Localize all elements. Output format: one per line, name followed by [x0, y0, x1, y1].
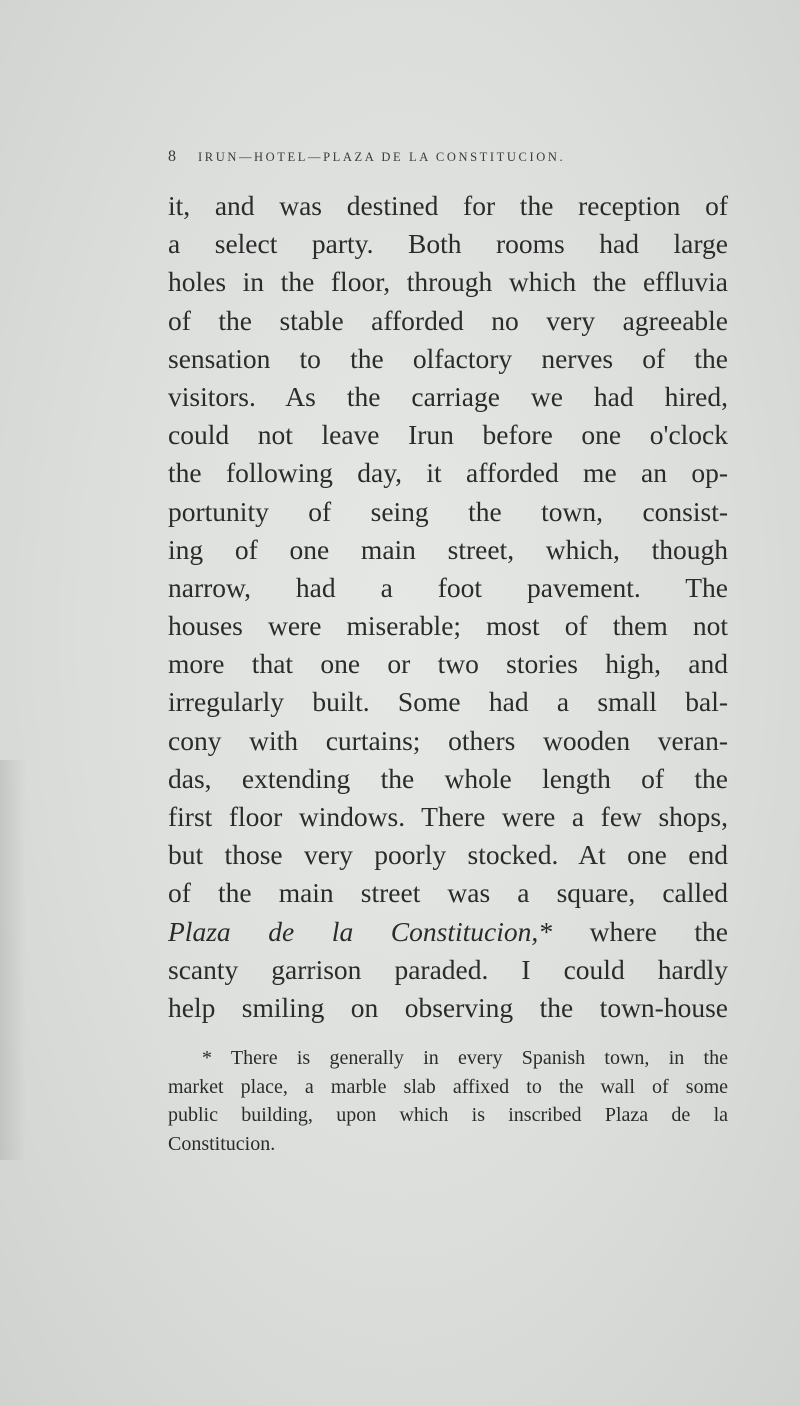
body-line: of the stable afforded no very agreeable [168, 304, 728, 336]
body-line-italic [168, 913, 728, 951]
italic-line-rest: where the [552, 915, 728, 947]
body-line: but those very poorly stocked. At one end [168, 839, 728, 871]
footnote-line: * There is generally in every Spanish town, in the [202, 1047, 728, 1069]
body-line: narrow, had a foot pavement. The [168, 571, 728, 603]
italic-phrase: Plaza de la Constitucion,* [168, 915, 552, 947]
page-edge-shadow [0, 760, 26, 1160]
body-line: could not leave Irun before one o'clock [168, 419, 728, 451]
page-number: 8 [168, 148, 179, 165]
body-line: help smiling on observing the town-house [168, 991, 728, 1023]
body-line: of the main street was a square, called [168, 877, 728, 909]
body-line: irregularly built. Some had a small bal- [168, 686, 728, 718]
body-line: a select party. Both rooms had large [168, 228, 728, 260]
footnote-line: Constitucion. [168, 1132, 276, 1155]
body-line: das, extending the whole length of the [168, 762, 728, 794]
body-line: more that one or two stories high, and [168, 648, 728, 680]
body-line: scanty garrison paraded. I could hardly [168, 953, 728, 985]
body-line: first floor windows. There were a few shops, [168, 801, 728, 832]
body-line: visitors. As the carriage we had hired, [168, 380, 728, 412]
body-line: portunity of seing the town, consist- [168, 495, 728, 527]
body-line: houses were miserable; most of them not [168, 610, 728, 642]
body-line: sensation to the olfactory nerves of the [168, 342, 728, 374]
body-line: cony with curtains; others wooden veran- [168, 724, 728, 756]
body-line: the following day, it afforded me an op- [168, 457, 728, 489]
footnote-line: public building, upon which is inscribed Plaza de la [168, 1104, 728, 1126]
footnote-line: market place, a marble slab affixed to the wall of some [168, 1075, 728, 1098]
body-line: holes in the floor, through which the effluvia [168, 266, 728, 298]
body-text [168, 187, 728, 1027]
body-line: it, and was destined for the reception of [168, 190, 728, 221]
running-head-title: IRUN—HOTEL—PLAZA DE LA CONSTITUCION. [198, 150, 566, 164]
footnote [168, 1044, 728, 1158]
body-line: ing of one main street, which, though [168, 533, 728, 565]
running-head [168, 148, 728, 166]
